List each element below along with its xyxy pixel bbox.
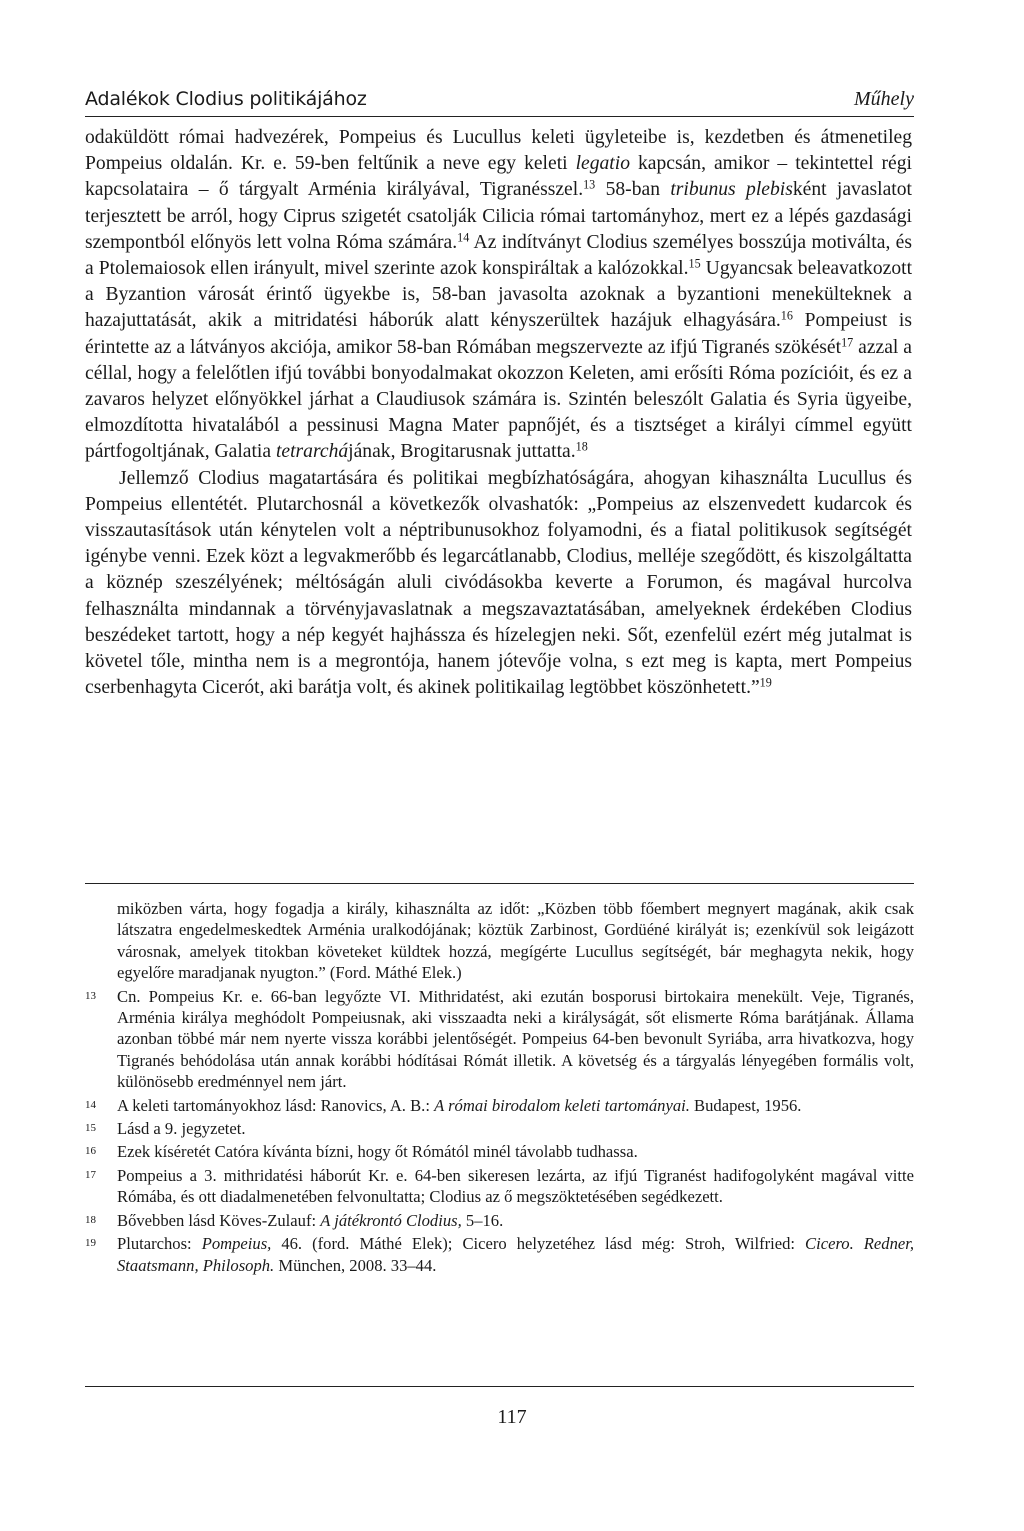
- section-label: Műhely: [854, 88, 914, 110]
- body-text: [85, 125, 912, 701]
- footnote-ref: 15: [688, 256, 701, 271]
- footnote-ref: 13: [583, 177, 596, 192]
- footnote-ref: 18: [575, 439, 588, 454]
- footnote-number: 17: [85, 1168, 96, 1181]
- footnote-13: 13 Cn. Pompeius Kr. e. 66-ban legyőzte VI. Mithridatést, aki ezután bosporusi birtokaira menekült. Veje, Tigranés, Arménia királya meghódolt Pompeiusnak, aki visszaadta neki a királyságát, sőt elismerte Róma barátjának. Állama azonban többé már nem nyerte vissza korábbi jelentőségét. Pompeius 64-ben bevonult Syriába, arra hivatkozva, hogy Tigranés behódolása után annak korábbi hódításai Rómát illetik. A követség és a tárgyalás lényegében formális volt, különösebb eredménnyel nem járt.: [85, 986, 914, 1092]
- footnote-number: 14: [85, 1098, 96, 1111]
- paragraph: odaküldött római hadvezérek, Pompeius és Lucullus keleti ügyleteibe is, kezdetben és átmenetileg Pompeius oldalán. Kr. e. 59-ben feltűnik a neve egy keleti legatio kapcsán, amikor – tekintettel régi kapcsolataira – ő tárgyalt Arménia királyával, Tigranésszel.$^{13}$ 58-ban tribunus plebisként javaslatot terjesztett be arról, hogy Ciprus szigetét csatolják Cilicia római tartományhoz, mert ez a lépés gazdasági szempontból előnyös lett volna Róma számára.$^{14}$ Az indítványt Clodius személyes bosszúja motiválta, és a Ptolemaiosok ellen irányult, mivel szerinte azok konspiráltak a kalózokkal.$^{15}$ Ugyancsak beleavatkozott a Byzantion városát érintő ügyekbe is, 58-ban javasolta azoknak a byzantioni menekülteknek a hazajuttatását, akik a mitridatési háborúk alatt kényszerültek hazájuk elhagyására.$^{16}$ Pompeiust is érintette az a látványos akciója, amikor 58-ban Rómában megszervezte az ifjú Tigranés szökését$^{17}$ azzal a céllal, hogy a felelőtlen ifjú további bonyodalmakat okozzon Keleten, ami erősíti Róma pozícióit, és ez a zavaros helyzet előnyökkel járhat a Claudiusok számára is. Szintén beleszólt Galatia és Syria ügyeibe, elmozdította hivatalából a pessinusi Magna Mater papnőjét, és a tisztséget a királyi címmel együtt pártfogoltjának, Galatia tetrarchájának, Brogitarusnak juttatta.$^{18}$: [85, 127, 913, 463]
- footnote-ref: 16: [780, 308, 793, 323]
- footnote-divider: [85, 883, 914, 884]
- footnote-continuation: miközben várta, hogy fogadja a király, kihasználta az időt: „Közben több főembert megnyert magának, akik csak látszatra engedelmeskedtek Arménia uralkodójának; köztük Zarbinost, Gordüéné királyát is; ezenkívül sok leigázott városnak, amelyek titokban követeket küldtek hozzá, megígérte Lucullus segítségét, bár meghagyta nekik, hogy egyelőre maradjanak nyugton.” (Ford. Máthé Elek.): [117, 899, 914, 983]
- footnote-17: 17 Pompeius a 3. mithridatési háborút Kr. e. 64-ben sikeresen lezárta, az ifjú Tigranést hadifogolyként magával vitte Rómába, és ott diadalmenetében felvonultatta; Clodius az ő megszöktetésében segédkezett.: [85, 1165, 914, 1207]
- footnote-ref: 17: [841, 334, 854, 349]
- footnote-14: 14 A keleti tartományokhoz lásd: Ranovics, A. B.: A római birodalom keleti tartományai. Budapest, 1956.: [85, 1095, 802, 1115]
- footnote-number: 19: [85, 1237, 96, 1250]
- footnote-ref: 19: [759, 675, 772, 690]
- footnote-number: 16: [85, 1145, 96, 1158]
- running-title: Adalékok Clodius politikájához: [85, 88, 367, 110]
- footnote-18: 18 Bővebben lásd Köves-Zulauf: A játékrontó Clodius, 5–16.: [85, 1210, 504, 1230]
- paragraph: Jellemző Clodius magatartására és politikai megbízhatóságára, ahogyan kihasználta Lucullus és Pompeius ellentétét. Plutarchosnál a következők olvashatók: „Pompeius az elszenvedett kudarcok és visszautasítások után kénytelen volt a néptribunusokhoz folyamodni, és a fiatal politikusok segítségét igénybe venni. Ezek közt a legvakmerőbb és legarcátlanabb, Clodius, melléje szegődött, és kiszolgáltatta a köznép szeszélyének; méltóságán aluli civódásokba keverte a Forumon, és magával hurcolva felhasználta mindannak a törvényjavaslatnak a megszavaztatásában, amelyeknek érdekében Clodius beszédeket tartott, hogy a nép kegyét hajhássza és hízelegjen neki. Sőt, ezenfelül ezért még jutalmat is követel tőle, mintha nem is a megrontója, hanem jótevője volna, s ezt meg is kapta, mert Pompeius cserbenhagyta Cicerót, aki barátja volt, és akinek politikailag legtöbbet köszönhetett.”$^{19}$: [85, 467, 912, 699]
- bottom-divider: [85, 1386, 914, 1387]
- footnote-number: 15: [85, 1122, 96, 1135]
- page-number: 117: [497, 1406, 527, 1428]
- running-header: [85, 88, 914, 117]
- footnote-number: 18: [85, 1213, 96, 1226]
- footnote-ref: 14: [457, 230, 470, 245]
- footnote-16: 16 Ezek kíséretét Catóra kívánta bízni, hogy őt Rómától minél távolabb tudhassa.: [85, 1142, 638, 1162]
- footnotes: [85, 898, 914, 1278]
- footnote-19: 19 Plutarchos: Pompeius, 46. (ford. Máthé Elek); Cicero helyzetéhez lásd még: Stroh, Wilfried: Cicero. Redner, Staatsmann, Philosoph. München, 2008. 33–44.: [85, 1234, 914, 1275]
- footnote-number: 13: [85, 989, 96, 1002]
- footnote-15: 15 Lásd a 9. jegyzetet.: [85, 1119, 246, 1139]
